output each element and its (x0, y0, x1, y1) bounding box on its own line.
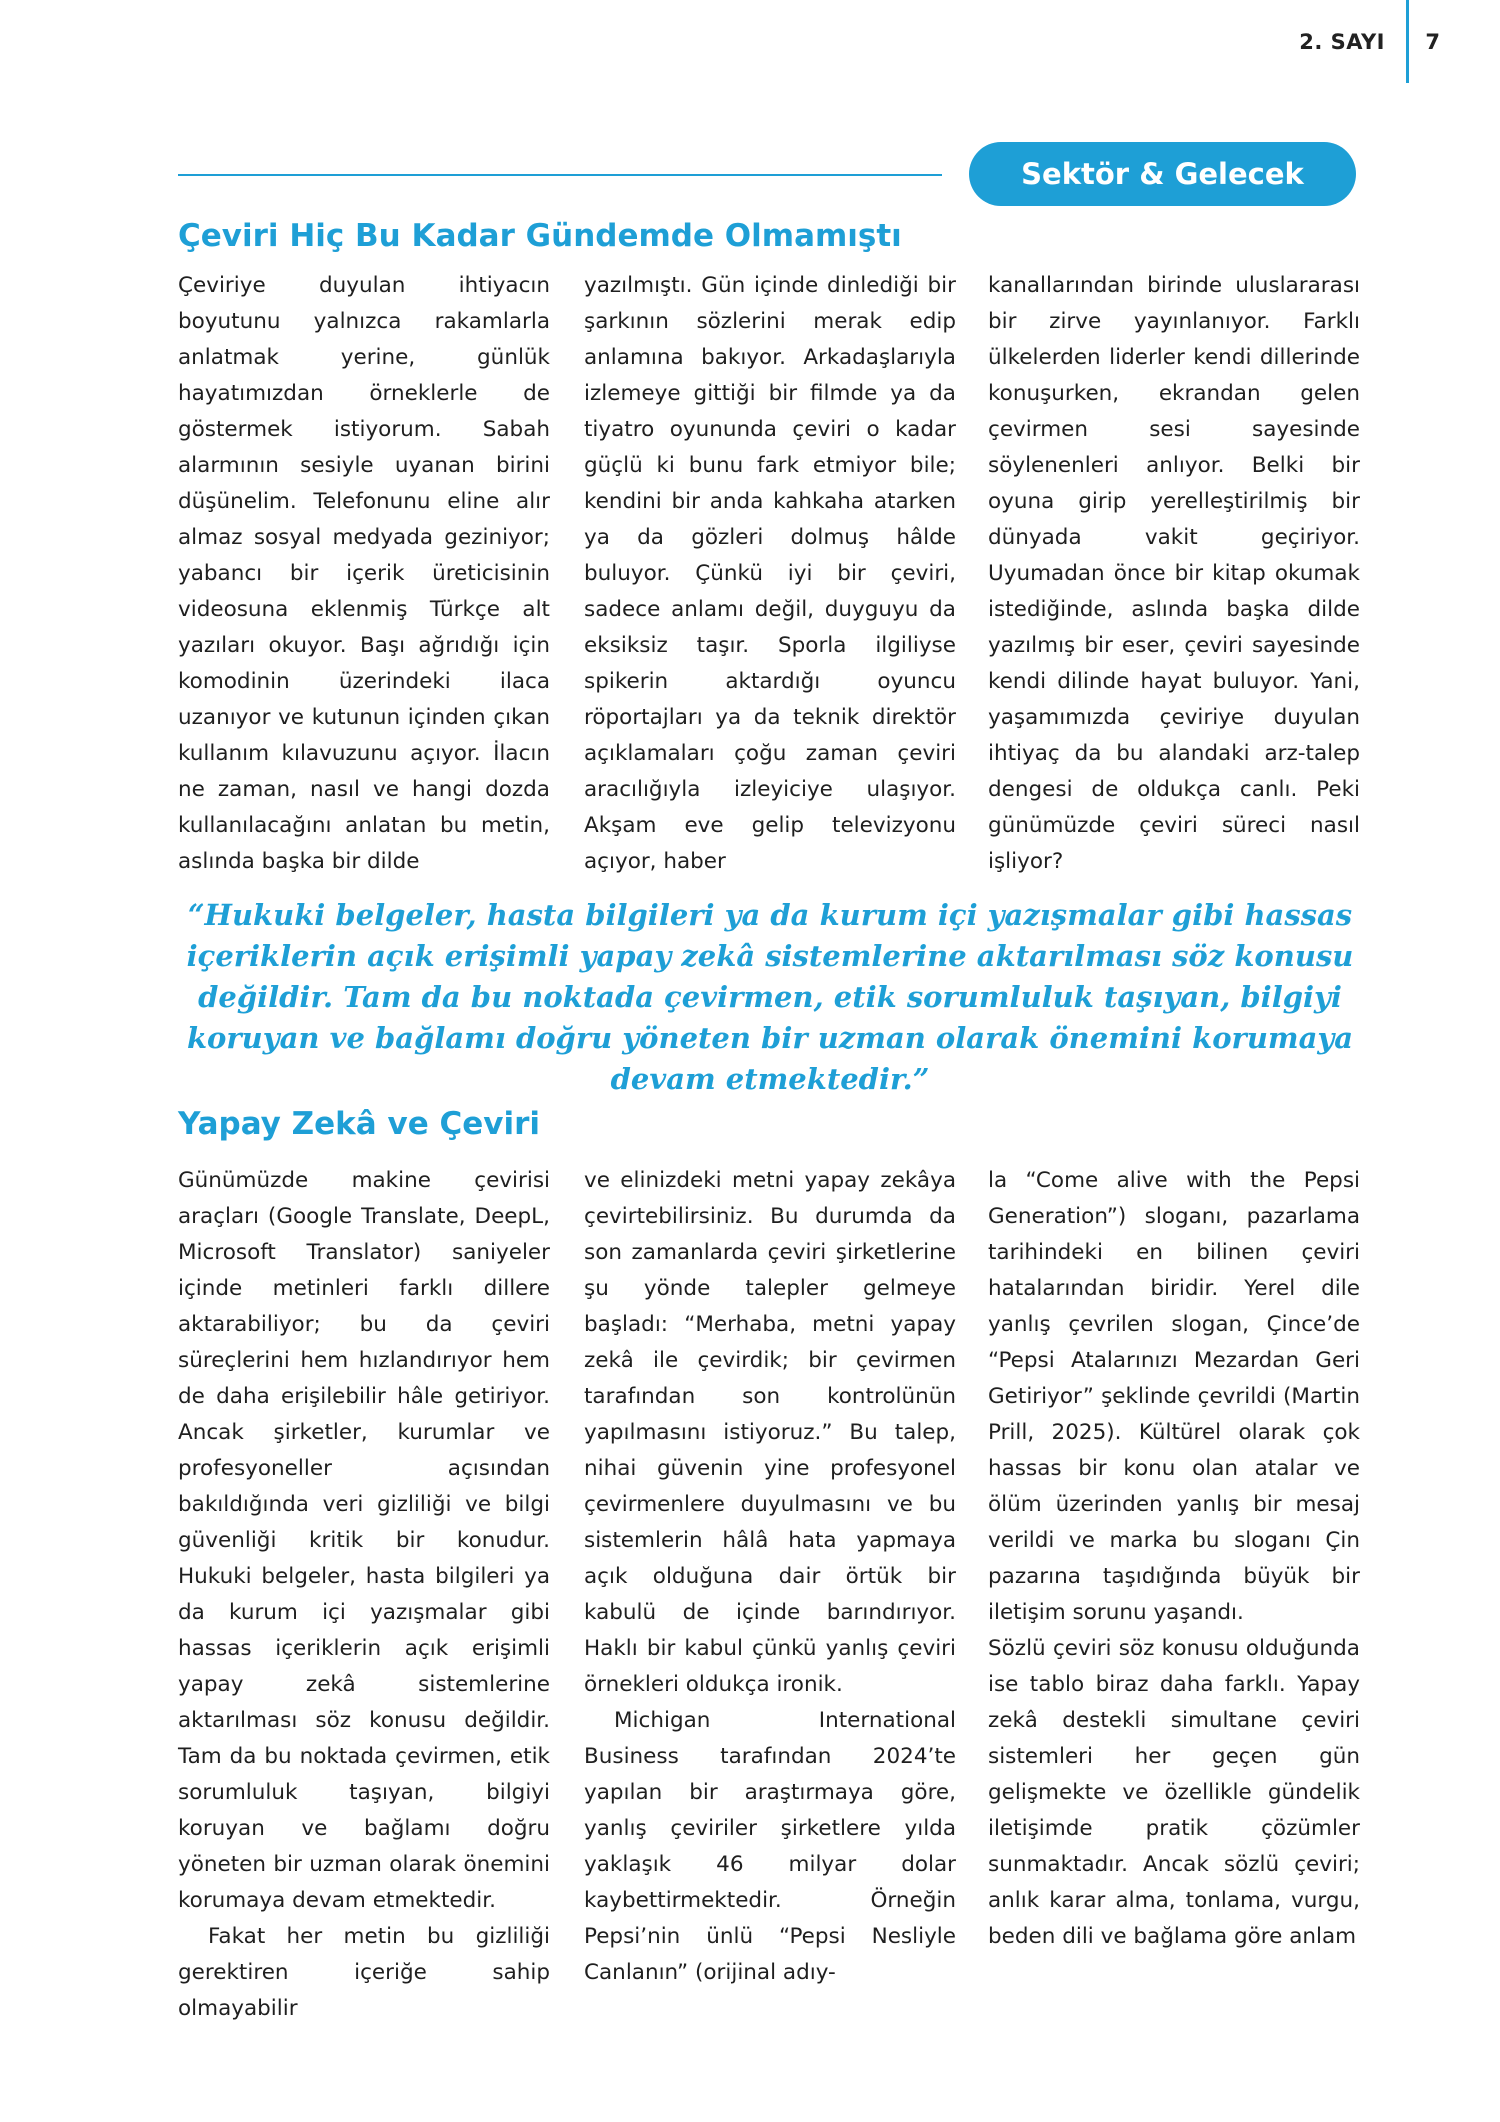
section1-column-3 (988, 268, 1360, 880)
section1-column-1 (178, 268, 550, 880)
section1-paragraph: Çeviriye duyulan ihtiyacın boyutunu yalnızca rakamlarla anlatmak yerine, günlük hayatımızdan örneklerle de göstermek istiyorum. Sabah alarmının sesiyle uyanan birini düşünelim. Telefonunu eline alır almaz sosyal medyada geziniyor; yabancı bir içerik üreticisinin videosuna eklenmiş Türkçe alt yazıları okuyor. Başı ağrıdığı için komodinin üzerindeki ilaca uzanıyor ve kutunun içinden çıkan kullanım kılavuzunu açıyor. İlacın ne zaman, nasıl ve hangi dozda kullanılacağını anlatan bu metin, aslında başka bir dilde (178, 273, 550, 874)
section2-column-2 (584, 1163, 956, 1991)
section1-paragraph: yazılmıştı. Gün içinde dinlediği bir şarkının sözlerini merak edip anlamına bakıyor. Arkadaşlarıyla izlemeye gittiği bir filmde ya da tiyatro oyununda çeviri o kadar güçlü ki bunu fark etmiyor bile; kendini bir anda kahkaha atarken ya da gözleri dolmuş hâlde buluyor. Çünkü iyi bir çeviri, sadece anlamı değil, duyguyu da eksiksiz taşır. Sporla ilgiliyse spikerin aktardığı oyuncu röportajları ya da teknik direktör açıklamaları çoğu zaman çeviri aracılığıyla izleyiciye ulaşıyor. Akşam eve gelip televizyonu açıyor, haber (584, 273, 956, 874)
section2-paragraph: ve elinizdeki metni yapay zekâya çevirtebilirsiniz. Bu durumda da son zamanlarda çeviri şirketlerine şu yönde talepler gelmeye başladı: “Merhaba, metni yapay zekâ ile çevirdik; bir çevirmen tarafından son kontrolünün yapılmasını istiyoruz.” Bu talep, nihai güvenin yine profesyonel çevirmenlere duyulmasını ve bu sistemlerin hâlâ hata yapmaya açık olduğuna dair örtük bir kabulü de içinde barındırıyor. Haklı bir kabul çünkü yanlış çeviri örnekleri oldukça ironik. (584, 1168, 956, 1697)
section2-paragraph: Michigan International Business tarafından 2024’te yapılan bir araştırmaya göre, yanlış çeviriler şirketlere yılda yaklaşık 46 milyar dolar kaybettirmektedir. Örneğin Pepsi’nin ünlü “Pepsi Nesliyle Canlanın” (orijinal adıy- (584, 1708, 956, 1985)
section1-column-2 (584, 268, 956, 880)
section2-paragraph: Sözlü çeviri söz konusu olduğunda ise tablo biraz daha farklı. Yapay zekâ destekli simultane çeviri sistemleri her geçen gün gelişmekte ve özellikle gündelik iletişimde pratik çözümler sunmaktadır. Ancak sözlü çeviri; anlık karar alma, tonlama, vurgu, beden dili ve bağlama göre anlam (988, 1636, 1360, 1949)
section1-paragraph: kanallarından birinde uluslararası bir zirve yayınlanıyor. Farklı ülkelerden liderler kendi dillerinde konuşurken, ekrandan gelen çevirmen sesi sayesinde söylenenleri anlıyor. Belki bir oyuna girip yerelleştirilmiş bir dünyada vakit geçiriyor. Uyumadan önce bir kitap okumak istediğinde, aslında başka dilde yazılmış bir eser, çeviri sayesinde kendi dilinde hayat buluyor. Yani, yaşamımızda çeviriye duyulan ihtiyaç da bu alandaki arz-talep dengesi de oldukça canlı. Peki günümüzde çeviri süreci nasıl işliyor? (988, 273, 1360, 874)
section-heading-translation-agenda: Çeviri Hiç Bu Kadar Gündemde Olmamıştı (178, 218, 902, 254)
pull-quote: “Hukuki belgeler, hasta bilgileri ya da kurum içi yazışmalar gibi hassas içeriklerin açık erişimli yapay zekâ sistemlerine aktarılması söz konusu değildir. Tam da bu noktada çevirmen, etik sorumluluk taşıyan, bilgiyi koruyan ve bağlamı doğru yöneten bir uzman olarak önemini korumaya devam etmektedir.” (186, 898, 1354, 1096)
section2-paragraph: la “Come alive with the Pepsi Generation”) sloganı, pazarlama tarihindeki en bilinen çeviri hatalarından biridir. Yerel dile yanlış çevrilen slogan, Çince’de “Pepsi Atalarınızı Mezardan Geri Getiriyor” şeklinde çevrildi (Martin Prill, 2025). Kültürel olarak çok hassas bir konu olan atalar ve ölüm üzerinden yanlış bir mesaj verildi ve marka bu sloganı Çin pazarına taşıdığında büyük bir iletişim sorunu yaşandı. (988, 1168, 1360, 1625)
issue-label: 2. SAYI (1299, 30, 1385, 54)
page-number: 7 (1425, 30, 1440, 54)
page-header (1240, 0, 1500, 85)
section2-column-1 (178, 1163, 550, 2027)
section2-column-3 (988, 1163, 1360, 1955)
header-divider (1406, 0, 1409, 83)
section-rule (178, 174, 942, 176)
section-badge: Sektör & Gelecek (969, 142, 1356, 206)
section2-paragraph: Günümüzde makine çevirisi araçları (Google Translate, DeepL, Microsoft Translator) saniyeler içinde metinleri farklı dillere aktarabiliyor; bu da çeviri süreçlerini hem hızlandırıyor hem de daha erişilebilir hâle getiriyor. Ancak şirketler, kurumlar ve profesyoneller açısından bakıldığında veri gizliliği ve bilgi güvenliği kritik bir konudur. Hukuki belgeler, hasta bilgileri ya da kurum içi yazışmalar gibi hassas içeriklerin açık erişimli yapay zekâ sistemlerine aktarılması söz konusu değildir. Tam da bu noktada çevirmen, etik sorumluluk taşıyan, bilgiyi koruyan ve bağlamı doğru yöneten bir uzman olarak önemini korumaya devam etmektedir. (178, 1168, 550, 1913)
section-heading-ai-translation: Yapay Zekâ ve Çeviri (178, 1106, 541, 1142)
section2-paragraph: Fakat her metin bu gizliliği gerektiren içeriğe sahip olmayabilir (178, 1924, 550, 2021)
